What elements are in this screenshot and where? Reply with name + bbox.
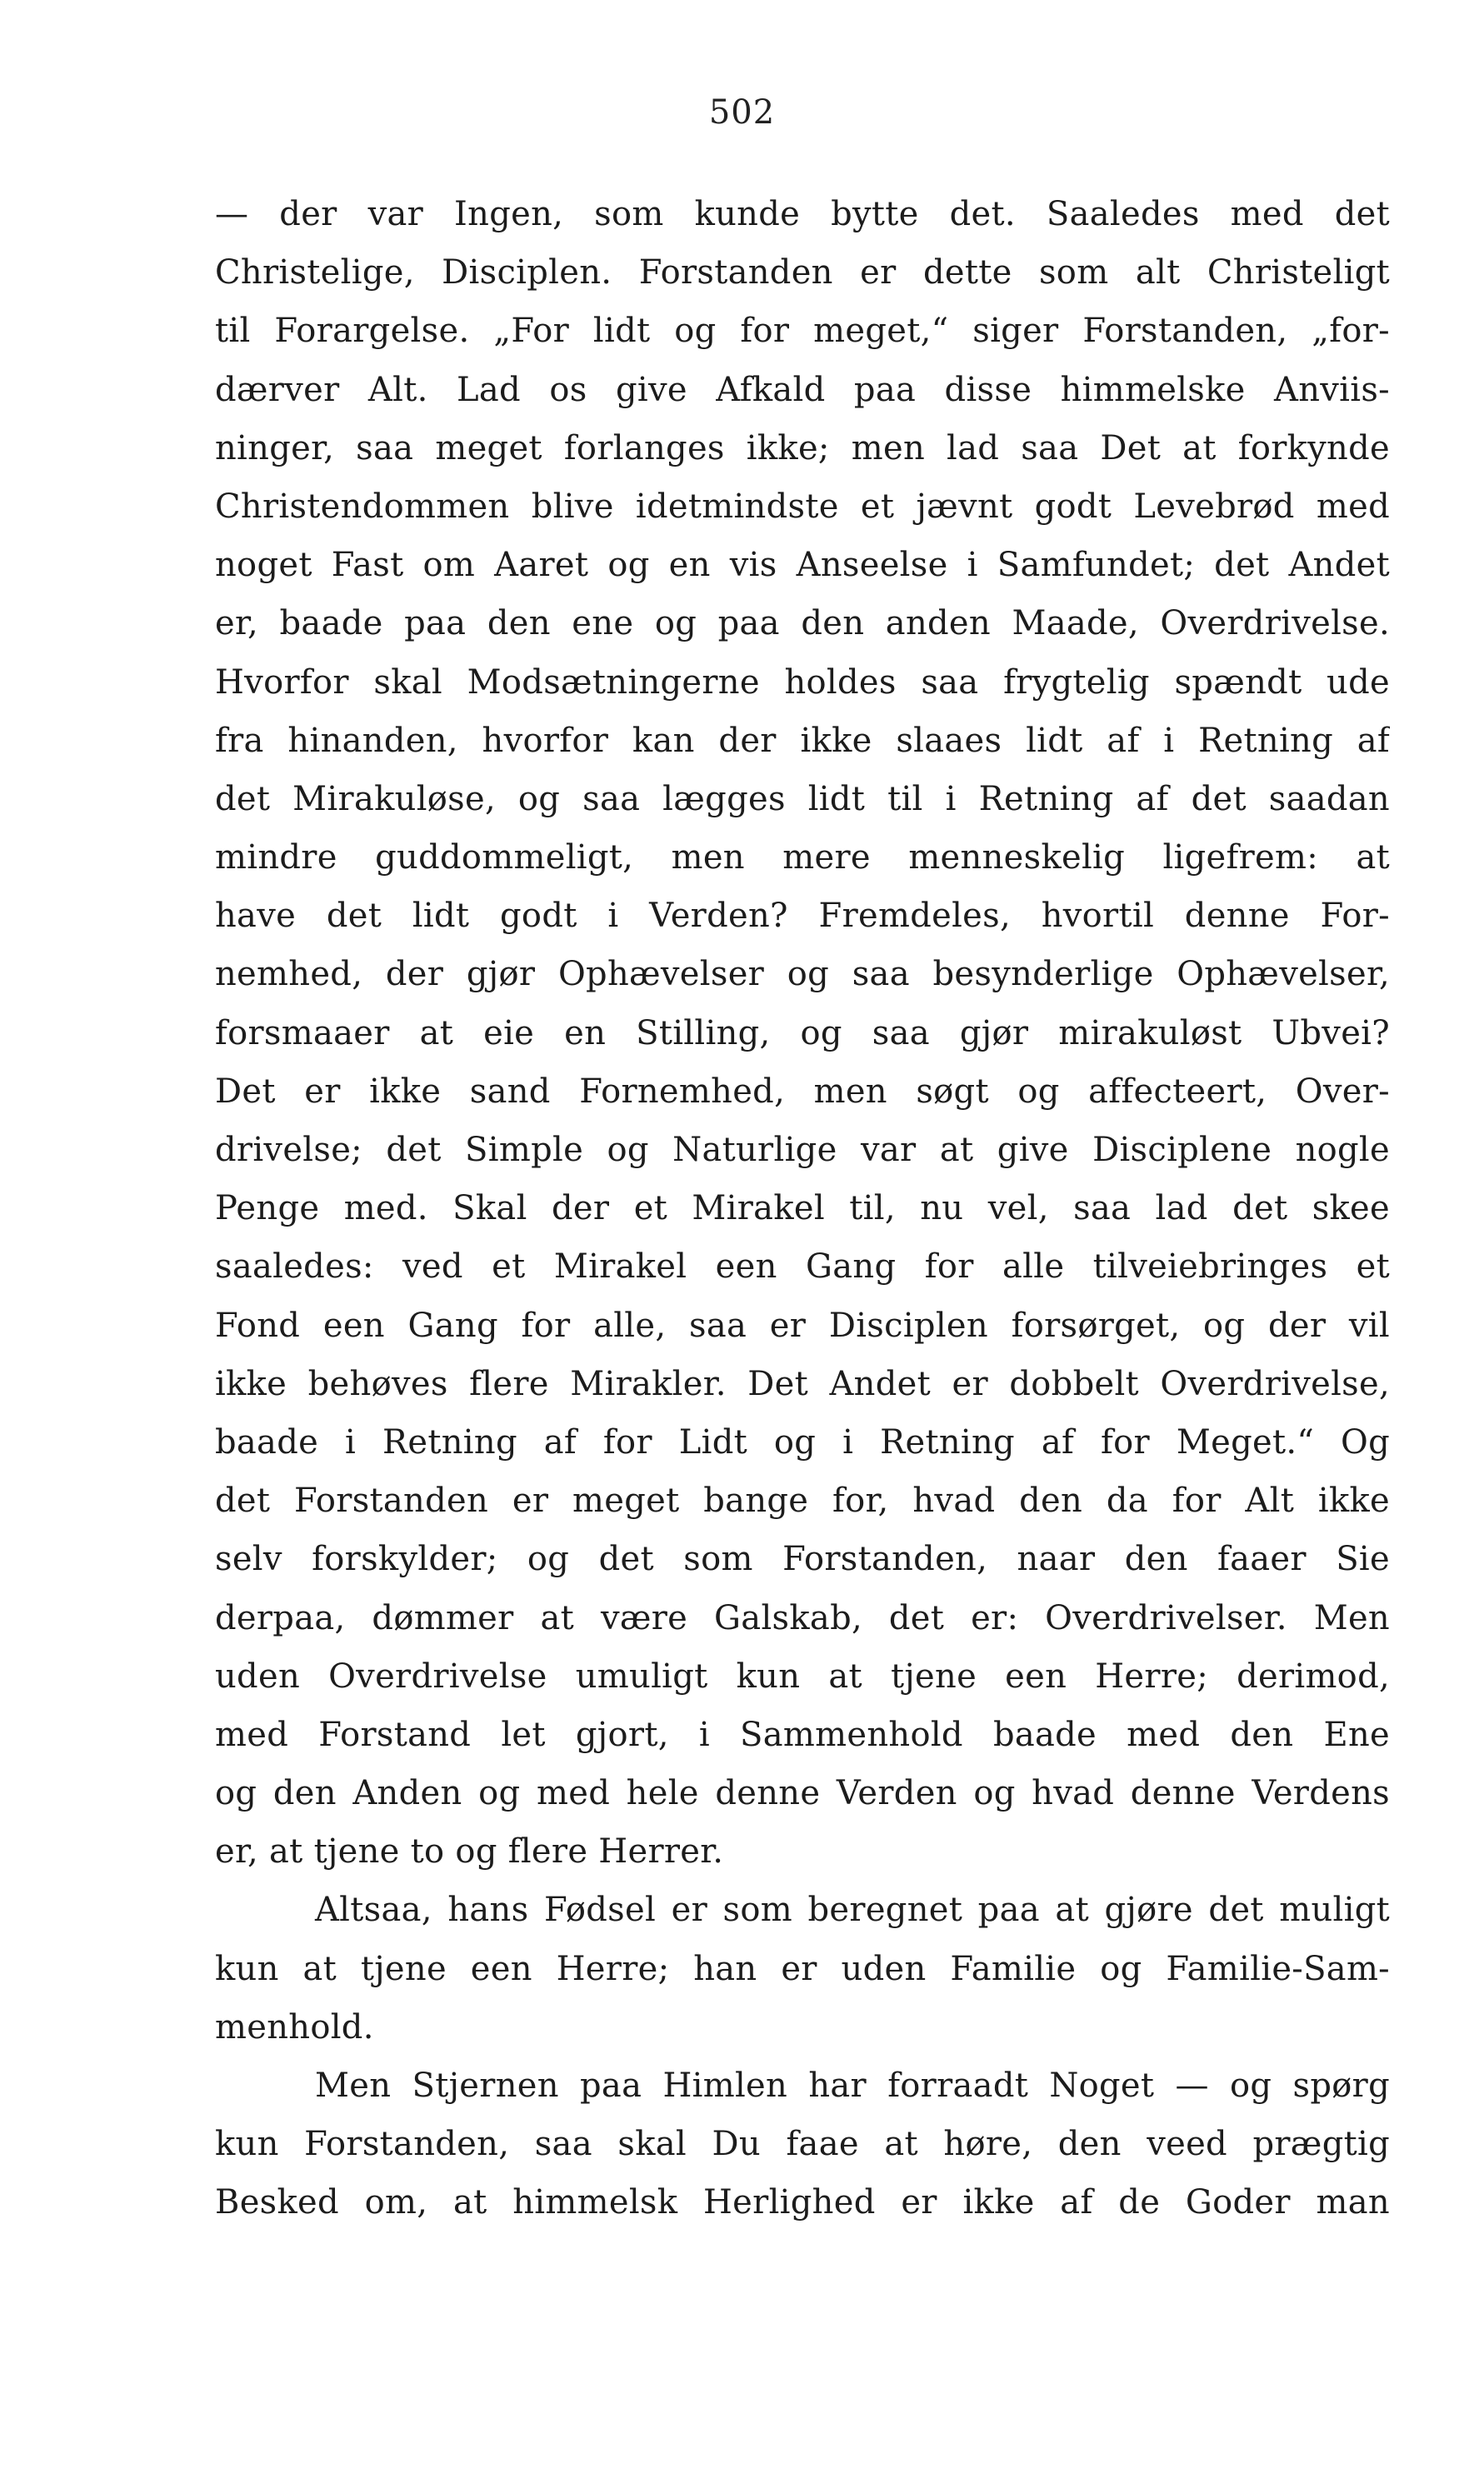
text-line: Penge med. Skal der et Mirakel til, nu vel, saa lad det skee (215, 1189, 1390, 1228)
text-line: baade i Retning af for Lidt og i Retning af for Meget.“ Og (215, 1422, 1390, 1462)
text-line: er, baade paa den ene og paa den anden Maade, Overdrivelse. (215, 604, 1390, 643)
text-line: fra hinanden, hvorfor kan der ikke slaaes lidt af i Retning af (215, 721, 1390, 760)
text-line: til Forargelse. „For lidt og for meget,“ siger Forstanden, „for- (215, 312, 1390, 351)
text-line: Det er ikke sand Fornemhed, men søgt og affecteert, Over- (215, 1072, 1390, 1111)
text-line: Fond een Gang for alle, saa er Disciplen forsørget, og der vil (215, 1306, 1390, 1345)
text-line: have det lidt godt i Verden? Fremdeles, hvortil denne For- (215, 897, 1390, 936)
text-line: med Forstand let gjort, i Sammenhold baade med den Ene (215, 1715, 1390, 1754)
text-line: dærver Alt. Lad os give Afkald paa disse himmelske Anviis- (215, 370, 1390, 409)
page-number: 502 (708, 93, 776, 132)
text-line: er, at tjene to og flere Herrer. (215, 1832, 724, 1872)
text-line: menhold. (215, 2007, 374, 2047)
text-line: mindre guddommeligt, men mere menneskelig ligefrem: at (215, 838, 1390, 877)
text-line: saaledes: ved et Mirakel een Gang for alle tilveiebringes et (215, 1247, 1390, 1287)
text-line: Hvorfor skal Modsætningerne holdes saa frygtelig spændt ude (215, 662, 1390, 702)
text-line: kun at tjene een Herre; han er uden Familie og Familie-Sam- (215, 1949, 1390, 1988)
text-line: ikke behøves flere Mirakler. Det Andet er dobbelt Overdrivelse, (215, 1364, 1390, 1403)
text-line: Christendommen blive idetmindste et jævnt godt Levebrød med (215, 487, 1390, 526)
text-line: Men Stjernen paa Himlen har forraadt Noget — og spørg (315, 2067, 1390, 2105)
text-line: Altsaa, hans Fødsel er som beregnet paa at gjøre det muligt (315, 1891, 1390, 1930)
text-line: det Forstanden er meget bange for, hvad den da for Alt ikke (215, 1482, 1390, 1521)
text-line: ninger, saa meget forlanges ikke; men lad saa Det at forkynde (215, 428, 1390, 467)
text-line: Christelige, Disciplen. Forstanden er dette som alt Christeligt (215, 253, 1390, 292)
text-line: noget Fast om Aaret og en vis Anseelse i Samfundet; det Andet (215, 546, 1390, 585)
text-line: det Mirakuløse, og saa lægges lidt til i Retning af det saadan (215, 779, 1390, 818)
text-line: nemhed, der gjør Ophævelser og saa besynderlige Ophævelser, (215, 955, 1390, 994)
text-line: kun Forstanden, saa skal Du faae at høre, den veed prægtig (215, 2125, 1390, 2164)
text-line: drivelse; det Simple og Naturlige var at give Disciplene nogle (215, 1131, 1390, 1169)
text-line: derpaa, dømmer at være Galskab, det er: Overdrivelser. Men (215, 1598, 1390, 1637)
text-line: Besked om, at himmelsk Herlighed er ikke af de Goder man (215, 2183, 1390, 2222)
text-line: forsmaaer at eie en Stilling, og saa gjør mirakuløst Ubvei? (215, 1013, 1390, 1052)
text-line: uden Overdrivelse umuligt kun at tjene een Herre; derimod, (215, 1657, 1390, 1696)
text-line: og den Anden og med hele denne Verden og hvad denne Verdens (215, 1774, 1390, 1813)
body-text (215, 185, 1390, 2232)
text-line: selv forskylder; og det som Forstanden, naar den faaer Sie (215, 1540, 1390, 1579)
text-line: — der var Ingen, som kunde bytte det. Saaledes med det (215, 195, 1390, 233)
